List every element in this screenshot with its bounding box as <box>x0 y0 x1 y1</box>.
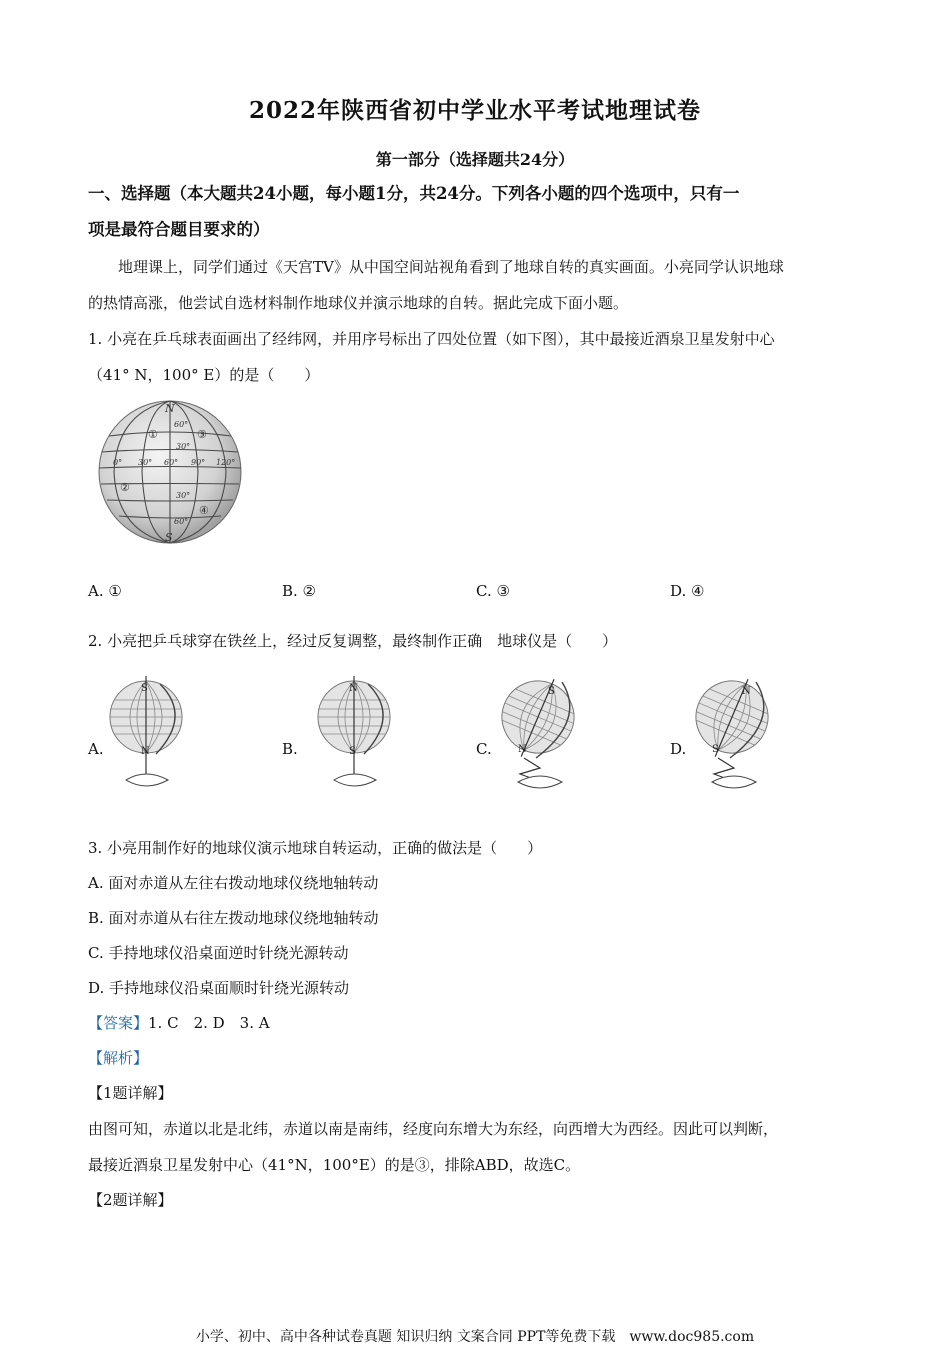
analysis-tag: 【解析】 <box>88 1049 149 1067</box>
q1-option-d: D. ④ <box>670 582 705 600</box>
globe-a-top-label: S <box>141 683 148 694</box>
intro-line-1: 地理课上，同学们通过《天宫TV》从中国空间站视角看到了地球自转的真实画面。小亮同学认识地球 <box>118 258 784 276</box>
mark-4-label: ④ <box>199 504 209 517</box>
globe-d-bottom-label: S <box>712 744 719 755</box>
graticule-globe-figure <box>95 398 245 548</box>
answer-line <box>88 1012 270 1033</box>
q3-option-d: D. 手持地球仪沿桌面顺时针绕光源转动 <box>88 979 350 997</box>
q2-option-a-letter: A. <box>88 740 104 758</box>
globe-a-bottom-label: N <box>141 746 150 757</box>
q1-option-a: A. ① <box>88 582 122 600</box>
q2-option-c-letter: C. <box>476 740 492 758</box>
part-title: 第一部分（选择题共24分） <box>375 150 575 169</box>
q2-detail-tag: 【2题详解】 <box>88 1191 173 1209</box>
q1-detail-tag: 【1题详解】 <box>88 1084 173 1102</box>
section-heading-line-1: 一、选择题（本大题共24小题，每小题1分，共24分。下列各小题的四个选项中，只有一 <box>88 184 740 203</box>
section-heading-line-2: 项是最符合题目要求的） <box>88 220 270 239</box>
lon-60-label: 60° <box>164 458 179 467</box>
intro-line-2: 的热情高涨，他尝试自选材料制作地球仪并演示地球的自转。据此完成下面小题。 <box>88 294 629 312</box>
mark-2-label: ② <box>120 481 130 494</box>
globe-option-c <box>496 676 588 794</box>
lat-60-bottom-label: 60° <box>174 517 189 526</box>
globe-option-a <box>106 676 198 794</box>
q2-option-d-letter: D. <box>670 740 687 758</box>
q3-option-c: C. 手持地球仪沿桌面逆时针绕光源转动 <box>88 944 349 962</box>
q3-option-a: A. 面对赤道从左往右拨动地球仪绕地轴转动 <box>88 874 379 892</box>
q1-option-c: C. ③ <box>476 582 510 600</box>
lon-30-label: 30° <box>138 458 153 467</box>
globe-option-b <box>314 676 406 794</box>
globe-option-d <box>690 676 782 794</box>
south-label: S <box>165 531 173 544</box>
q3-option-b: B. 面对赤道从右往左拨动地球仪绕地轴转动 <box>88 909 379 927</box>
lon-0-label: 0° <box>113 458 123 467</box>
answer-text: 1. C 2. D 3. A <box>148 1014 270 1032</box>
q3-stem: 3. 小亮用制作好的地球仪演示地球自转运动，正确的做法是（ ） <box>88 839 543 857</box>
lat-30-bottom-label: 30° <box>176 491 191 500</box>
lat-30-top-label: 30° <box>176 442 191 451</box>
answer-tag: 【答案】 <box>88 1014 149 1032</box>
globe-b-bottom-label: S <box>349 746 356 757</box>
q1-stem-line-1: 1. 小亮在乒乓球表面画出了经纬网，并用序号标出了四处位置（如下图），其中最接近酒泉卫星发射中心 <box>88 330 775 348</box>
globe-c-top-label: S <box>548 686 555 697</box>
page-title: 2022年陕西省初中学业水平考试地理试卷 <box>248 97 701 124</box>
mark-1-label: ① <box>148 428 158 441</box>
globe-d-top-label: N <box>742 686 751 697</box>
mark-3-label: ③ <box>197 428 207 441</box>
q1-detail-line-1: 由图可知，赤道以北是北纬，赤道以南是南纬，经度向东增大为东经，向西增大为西经。因此可以判断， <box>88 1120 779 1138</box>
lat-60-top-label: 60° <box>174 420 189 429</box>
page-footer: 小学、初中、高中各种试卷真题 知识归纳 文案合同 PPT等免费下载 www.doc985.com <box>195 1329 755 1345</box>
q1-stem-line-2: （41° N，100° E）的是（ ） <box>88 366 320 384</box>
globe-b-top-label: N <box>349 683 358 694</box>
globe-c-bottom-label: N <box>518 744 527 755</box>
q1-detail-line-2: 最接近酒泉卫星发射中心（41°N，100°E）的是③，排除ABD，故选C。 <box>88 1156 581 1174</box>
lon-90-label: 90° <box>191 458 206 467</box>
q1-option-b: B. ② <box>282 582 317 600</box>
lon-120-label: 120° <box>216 458 236 467</box>
q2-option-b-letter: B. <box>282 740 298 758</box>
north-label: N <box>165 402 175 415</box>
q2-stem: 2. 小亮把乒乓球穿在铁丝上，经过反复调整，最终制作正确 地球仪是（ ） <box>88 632 618 650</box>
